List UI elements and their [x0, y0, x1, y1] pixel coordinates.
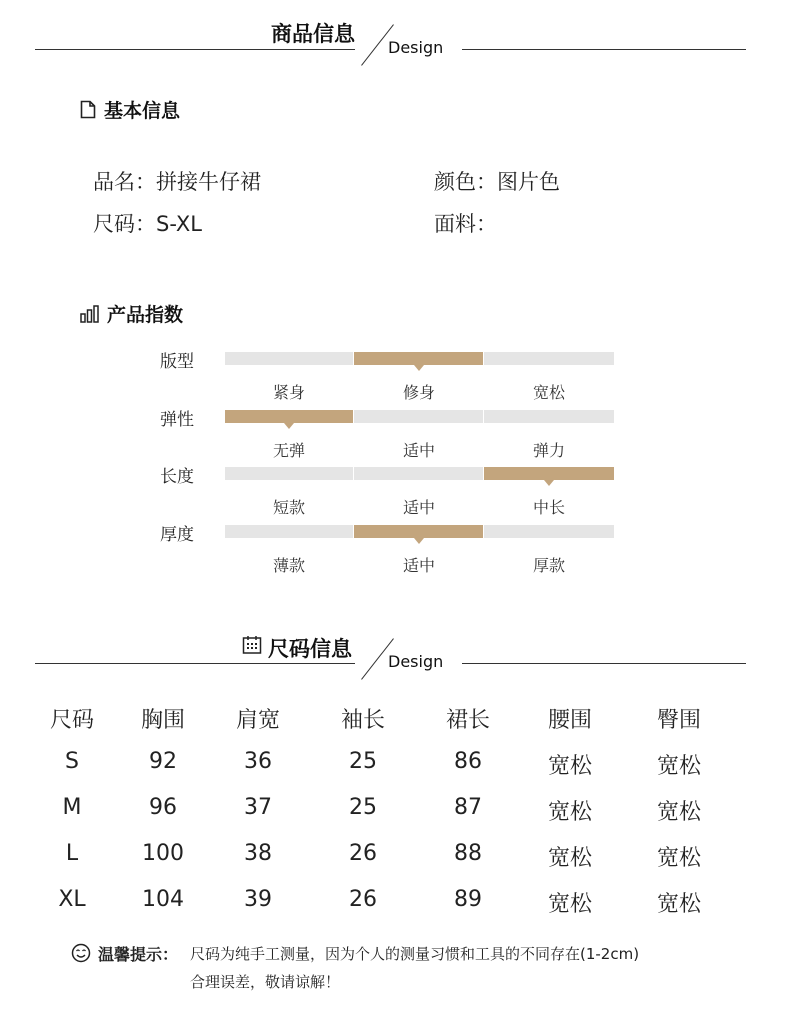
tip-text-line2: 合理误差，敬请谅解！	[190, 973, 341, 991]
index-segment	[225, 525, 353, 538]
table-cell: 宽松	[547, 800, 592, 825]
index-segment	[484, 467, 614, 480]
index-option: 紧身	[272, 383, 305, 402]
table-cell: 宽松	[547, 892, 592, 917]
smile-icon	[71, 943, 91, 967]
table-cell: L	[65, 841, 79, 866]
index-option: 薄款	[272, 556, 305, 575]
table-cell: 26	[349, 841, 377, 866]
index-option: 修身	[402, 383, 435, 402]
table-cell: S	[65, 749, 79, 774]
table-header-cell: 裙长	[445, 708, 490, 733]
table-cell: 92	[149, 749, 177, 774]
index-segment	[225, 352, 353, 365]
product-index-heading	[80, 300, 183, 327]
product-color: 颜色：图片色	[434, 170, 560, 194]
table-cell: 26	[349, 887, 377, 912]
table-cell: 100	[142, 841, 184, 866]
index-option: 厚款	[532, 556, 565, 575]
index-label: 长度	[160, 467, 194, 487]
index-option: 短款	[272, 498, 305, 517]
table-cell: 25	[349, 749, 377, 774]
table-header-cell: 胸围	[140, 708, 185, 733]
index-segment	[484, 525, 614, 538]
product-index-heading-text: 产品指数	[107, 304, 184, 326]
table-cell: 宽松	[547, 846, 592, 871]
tip-text-line1: 尺码为纯手工测量，因为个人的测量习惯和工具的不同存在(1-2cm)	[190, 945, 640, 963]
product-name: 品名：拼接牛仔裙	[93, 170, 261, 194]
table-cell: 38	[244, 841, 272, 866]
index-track	[225, 467, 614, 480]
table-header-cell: 尺码	[49, 708, 94, 733]
table-cell: 37	[244, 795, 272, 820]
design-label: Design	[388, 38, 444, 57]
index-option: 中长	[532, 498, 565, 517]
table-cell: 39	[244, 887, 272, 912]
calendar-icon	[242, 635, 262, 659]
table-cell: XL	[58, 887, 86, 912]
basic-info-heading-text: 基本信息	[104, 100, 181, 122]
header-line-right	[462, 49, 746, 50]
index-segment	[354, 410, 483, 423]
index-label: 版型	[160, 352, 194, 372]
table-cell: 86	[454, 749, 482, 774]
index-track	[225, 525, 614, 538]
index-segment	[484, 352, 614, 365]
index-option: 适中	[402, 441, 435, 460]
index-segment	[354, 525, 483, 538]
header-line-left	[35, 49, 355, 50]
table-cell: 宽松	[656, 754, 701, 779]
tip-label: 温馨提示：	[98, 945, 179, 964]
section-title-size-info: 尺码信息	[268, 637, 352, 661]
index-segment	[225, 467, 353, 480]
table-cell: 96	[149, 795, 177, 820]
table-cell: 宽松	[656, 846, 701, 871]
table-header-cell: 臀围	[656, 708, 701, 733]
table-cell: 宽松	[547, 754, 592, 779]
design-label: Design	[388, 652, 444, 671]
index-option: 宽松	[532, 383, 565, 402]
bar-chart-icon	[80, 305, 99, 323]
document-icon	[80, 100, 96, 119]
index-label: 弹性	[160, 410, 194, 430]
index-label: 厚度	[160, 525, 194, 545]
header-line-right	[462, 663, 746, 664]
table-cell: 宽松	[656, 892, 701, 917]
table-header-cell: 袖长	[340, 708, 385, 733]
table-cell: M	[62, 795, 82, 820]
index-segment	[225, 410, 353, 423]
table-header-cell: 肩宽	[235, 708, 280, 733]
product-size: 尺码：S-XL	[93, 212, 202, 236]
index-segment	[354, 352, 483, 365]
index-track	[225, 410, 614, 423]
index-track	[225, 352, 614, 365]
table-cell: 36	[244, 749, 272, 774]
table-cell: 宽松	[656, 800, 701, 825]
index-option: 适中	[402, 498, 435, 517]
table-cell: 25	[349, 795, 377, 820]
index-option: 弹力	[532, 441, 565, 460]
table-cell: 88	[454, 841, 482, 866]
section-title-product-info: 商品信息	[271, 22, 355, 46]
index-segment	[354, 467, 483, 480]
basic-info-heading	[80, 96, 180, 123]
index-segment	[484, 410, 614, 423]
table-cell: 89	[454, 887, 482, 912]
index-option: 无弹	[272, 441, 305, 460]
header-line-left	[35, 663, 355, 664]
index-option: 适中	[402, 556, 435, 575]
table-header-cell: 腰围	[547, 708, 592, 733]
table-cell: 104	[142, 887, 184, 912]
product-fabric: 面料：	[434, 212, 497, 236]
table-cell: 87	[454, 795, 482, 820]
